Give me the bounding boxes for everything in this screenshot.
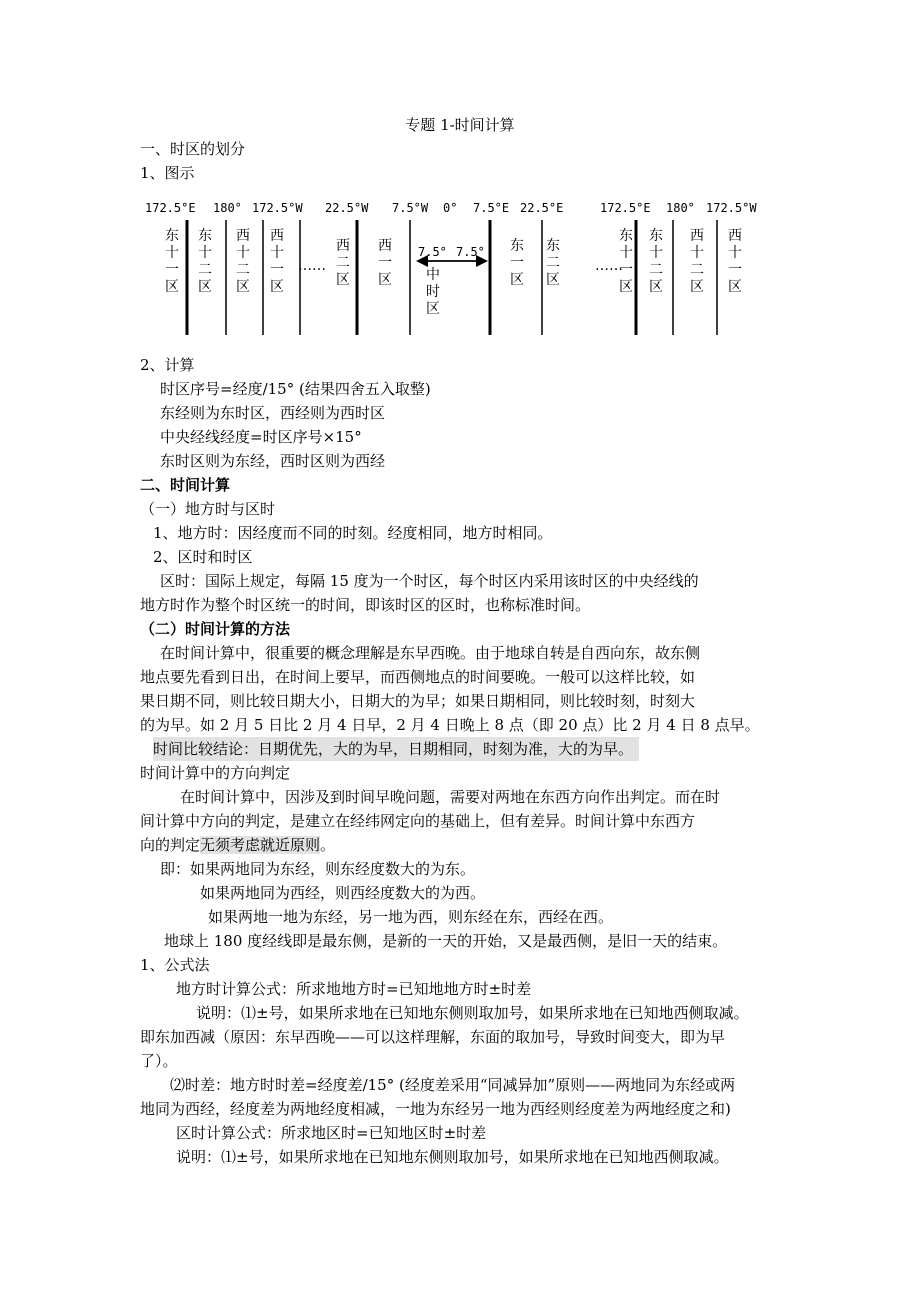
section2-heading: 二、时间计算 [140,476,231,494]
direction-para-3a: 向的判定 [140,836,201,854]
formula-explain-1b: 即东加西减（原因：东早西晚——可以这样理解，东面的取加号，导致时间变大，即为早 [140,1028,726,1046]
top-label-4: 7.5°W [392,201,429,215]
direction-rule-1: 即：如果两地同为东经，则东经度数大的为东。 [160,860,476,878]
zone-label-1: 东十二区 [198,228,212,295]
formula-explain-3: 说明：⑴±号，如果所求地在已知地东侧则取加号，如果所求地在已知地西侧取减。 [176,1148,729,1166]
zone-label-0: 东十一区 [165,228,179,295]
direction-para-2: 间计算中方向的判定，是建立在经纬网定向的基础上，但有差异。时间计算中东西方 [140,812,696,830]
zone-label-5: 西一区 [378,238,392,288]
part2-para-4: 的为早。如 2 月 5 日比 2 月 4 日早，2 月 4 日晚上 8 点（即 20 点）比 2 月 4 日 8 点早。 [140,716,760,734]
formula-explain-2: ⑵时差：地方时时差=经度差/15° (经度差采用“同减异加”原则——两地同为东经或两 [170,1076,736,1094]
top-label-1: 180° [213,201,242,215]
formula-explain-1c: 了）。 [140,1052,178,1070]
part1-item2: 2、区时和时区 [153,548,253,566]
top-label-9: 180° [666,201,695,215]
calc-line-4: 东时区则为东经，西时区则为西经 [160,452,386,470]
zone-label-12: 西十一区 [728,228,742,295]
ellipsis-1: …… [595,258,623,274]
ellipsis-0: …… [298,258,326,274]
part1-para-2: 地方时作为整个时区统一的时间，即该时区的区时，也称标准时间。 [140,596,591,614]
top-label-5: 0° [443,201,458,215]
zone-label-10: 东十二区 [649,228,663,295]
arrow-label-0: 7.5° [418,245,447,259]
direction-para-3 [140,833,335,857]
zone-label-2: 西十二区 [236,228,250,295]
part1-heading: （一）地方时与区时 [140,500,276,518]
direction-rule-2: 如果两地同为西经，则西经度数大的为西。 [200,884,486,902]
top-label-3: 22.5°W [325,201,369,215]
arrow-label-1: 7.5° [456,245,485,259]
zone-label-8: 东二区 [546,238,560,288]
zone-label-4: 西二区 [336,238,350,288]
calc-line-2: 东经则为东时区，西经则为西时区 [160,404,386,422]
direction-para-3c: 。 [320,836,336,854]
direction-rule-3: 如果两地一地为东经，另一地为西，则东经在东，西经在西。 [208,908,614,926]
page-title: 专题 1-时间计算 [405,116,515,134]
part2-para-1: 在时间计算中，很重要的概念理解是东早西晚。由于地球自转是自西向东，故东侧 [160,644,701,662]
formula-explain-2b: 地同为西经，经度差为两地经度相减，一地为东经另一地为西经则经度差为两地经度之和) [140,1100,731,1118]
diagram-arrow [416,245,488,267]
direction-note: 地球上 180 度经线即是最东侧，是新的一天的开始，又是最西侧，是旧一天的结束。 [164,932,728,950]
diagram-top-labels [145,201,757,215]
section1-sub1: 1、图示 [140,164,195,182]
part2-heading: （二）时间计算的方法 [140,620,291,638]
diagram-zone-lines [187,220,717,335]
formula-local: 地方时计算公式：所求地地方时=已知地地方时±时差 [176,980,532,998]
part2-conclusion: 时间比较结论：日期优先，大的为早，日期相同，时刻为准，大的为早。 [153,737,639,761]
part2-para-3: 果日期不同，则比较日期大小，日期大的为早；如果日期相同，则比较时刻，时刻大 [140,692,696,710]
direction-heading: 时间计算中的方向判定 [140,764,291,782]
formula-explain-1: 说明：⑴±号，如果所求地在已知地东侧则取加号，如果所求地在已知地西侧取减。 [196,1004,749,1022]
top-label-2: 172.5°W [252,201,303,215]
section1-sub2: 2、计算 [140,356,195,374]
section1-heading: 一、时区的划分 [140,140,246,158]
zone-label-11: 西十二区 [690,228,704,295]
top-label-10: 172.5°W [706,201,757,215]
formula-heading: 1、公式法 [140,956,210,974]
time-zone-diagram [140,195,780,345]
calc-line-3: 中央经线经度=时区序号×15° [160,428,362,446]
diagram-zone-labels [165,228,742,317]
part2-para-2: 地点要先看到日出，在时间上要早，而西侧地点的时间要晚。一般可以这样比较，如 [140,668,696,686]
part1-item1: 1、地方时：因经度而不同的时刻。经度相同，地方时相同。 [153,524,553,542]
top-label-8: 172.5°E [600,201,651,215]
direction-para-1: 在时间计算中，因涉及到时间早晚问题，需要对两地在东西方向作出判定。而在时 [180,788,721,806]
zone-label-9: 东十一区 [619,228,633,295]
part1-para-1: 区时：国际上规定，每隔 15 度为一个时区，每个时区内采用该时区的中央经线的 [160,572,699,590]
direction-highlight: 无须考虑就近原则 [200,836,321,854]
zone-label-7: 东一区 [510,238,524,288]
zone-label-3: 西十一区 [270,228,284,295]
top-label-6: 7.5°E [473,201,510,215]
calc-line-1: 时区序号=经度/15° (结果四舍五入取整) [160,380,431,398]
formula-zone: 区时计算公式：所求地区时=已知地区时±时差 [176,1124,487,1142]
zone-label-6: 中时区 [426,267,440,317]
top-label-7: 22.5°E [520,201,564,215]
top-label-0: 172.5°E [145,201,196,215]
